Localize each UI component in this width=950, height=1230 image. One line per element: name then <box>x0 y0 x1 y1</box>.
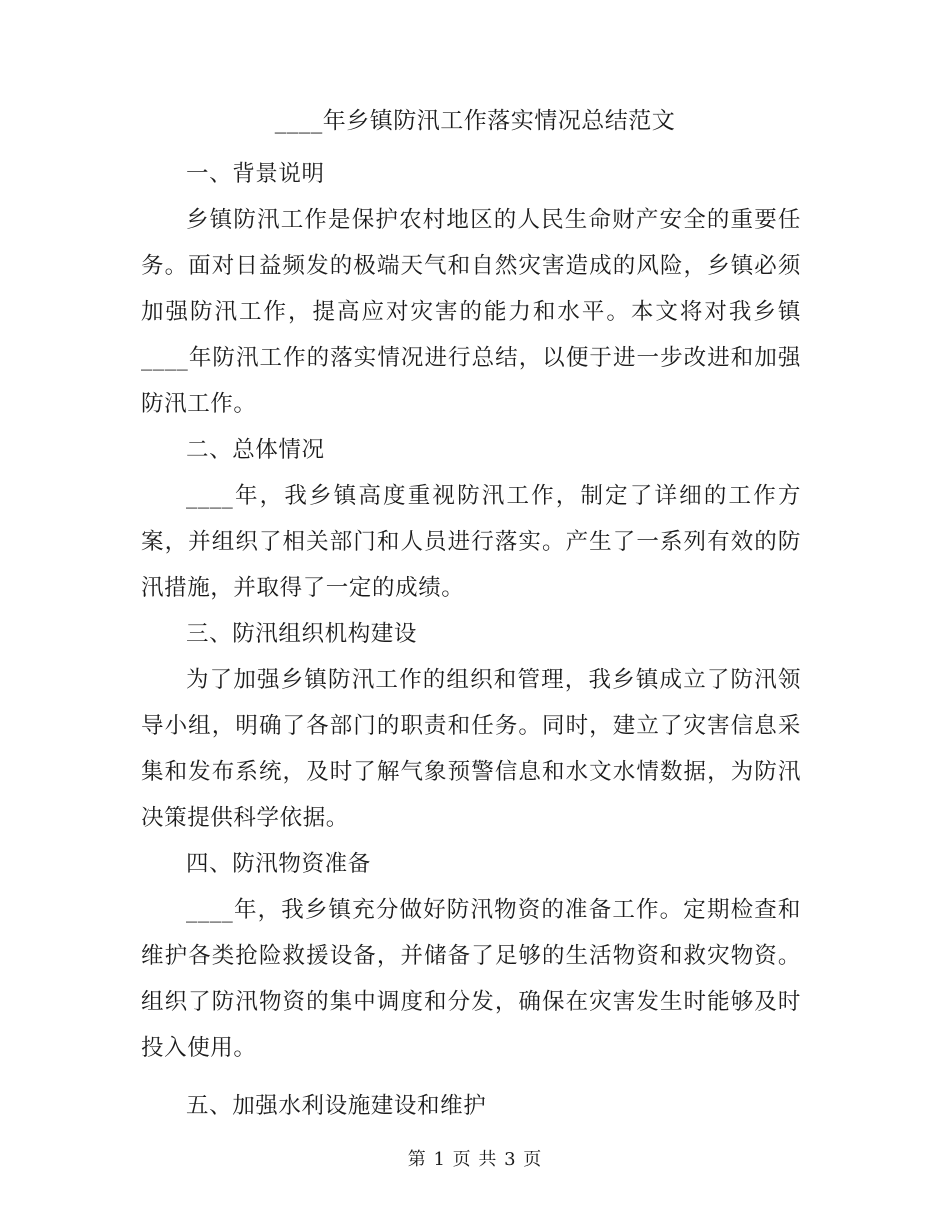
document-body <box>141 151 801 1129</box>
section-heading-supplies: 四、防汛物资准备 <box>186 851 371 877</box>
page-number-footer: 第 1 页 共 3 页 <box>407 1149 543 1170</box>
section-heading-water-facilities: 五、加强水利设施建设和维护 <box>186 1093 487 1119</box>
paragraph-supplies: ____年，我乡镇充分做好防汛物资的准备工作。定期检查和维护各类抢险救援设备，并储备了足够的生活物资和救灾物资。组织了防汛物资的集中调度和分发，确保在灾害发生时能够及时投入使用。 <box>141 897 801 1061</box>
paragraph-organization: 为了加强乡镇防汛工作的组织和管理，我乡镇成立了防汛领导小组，明确了各部门的职责和任务。同时，建立了灾害信息采集和发布系统，及时了解气象预警信息和水文水情数据，为防汛决策提供科学依据。 <box>141 667 801 831</box>
section-heading-overview: 二、总体情况 <box>186 437 325 463</box>
section-heading-organization: 三、防汛组织机构建设 <box>186 621 418 647</box>
paragraph-overview: ____年，我乡镇高度重视防汛工作，制定了详细的工作方案，并组织了相关部门和人员进行落实。产生了一系列有效的防汛措施，并取得了一定的成绩。 <box>141 483 801 601</box>
document-title: ____年乡镇防汛工作落实情况总结范文 <box>274 108 676 134</box>
section-heading-background: 一、背景说明 <box>186 161 325 187</box>
paragraph-background: 乡镇防汛工作是保护农村地区的人民生命财产安全的重要任务。面对日益频发的极端天气和自然灾害造成的风险，乡镇必须加强防汛工作，提高应对灾害的能力和水平。本文将对我乡镇____年防汛工作的落实情况进行总结，以便于进一步改进和加强防汛工作。 <box>141 207 801 417</box>
